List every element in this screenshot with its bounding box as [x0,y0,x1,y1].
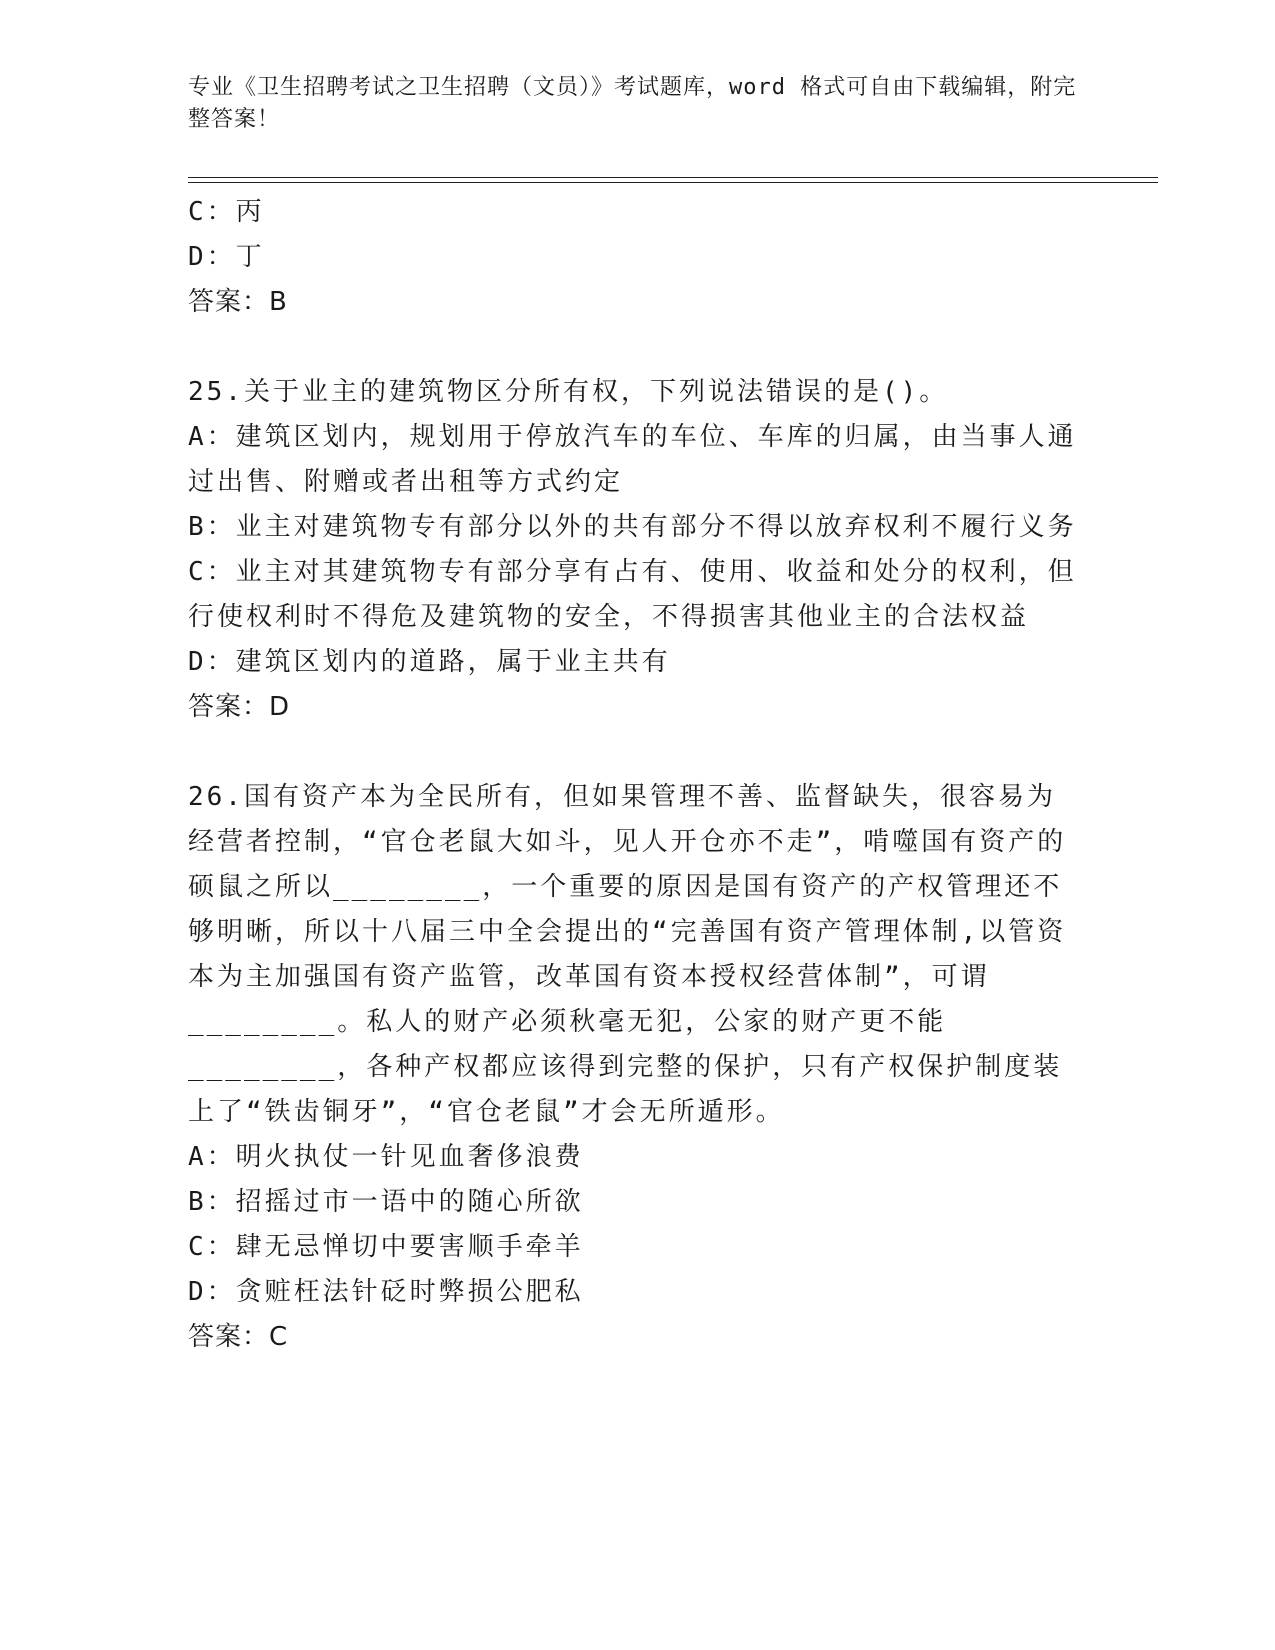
option-d: D：贪赃枉法针砭时弊损公肥私 [188,1277,584,1307]
question-26 [188,775,1078,1360]
option-a: A：建筑区划内，规划用于停放汽车的车位、车库的归属，由当事人通过出售、附赠或者出租等方式约定 [188,422,1077,497]
header-divider-top [188,177,1158,178]
spacer [188,730,1078,775]
option-c: C：肆无忌惮切中要害顺手牵羊 [188,1232,584,1262]
spacer [188,325,1078,370]
answer: 答案：C [188,1322,289,1352]
document-header: 专业《卫生招聘考试之卫生招聘（文员）》考试题库，word 格式可自由下载编辑，附完整答案！ [188,75,1077,132]
question-25 [188,370,1078,730]
option-d: D：建筑区划内的道路，属于业主共有 [188,647,671,677]
document-body [188,190,1078,1360]
option-c: C：丙 [188,197,265,227]
option-d: D：丁 [188,242,265,272]
option-b: B：招摇过市一语中的随心所欲 [188,1187,584,1217]
question-24-tail [188,190,1078,325]
option-b: B：业主对建筑物专有部分以外的共有部分不得以放弃权利不履行义务 [188,512,1077,542]
answer: 答案：D [188,692,291,722]
header-divider-bottom [188,182,1158,183]
question-stem: 26.国有资产本为全民所有，但如果管理不善、监督缺失，很容易为经营者控制，“官仓老鼠大如斗，见人开仓亦不走”，啃噬国有资产的硕鼠之所以________，一个重要的原因是国有资产的产权管理还不够明晰，所以十八届三中全会提出的“完善国有资产管理体制,以管资本为主加强国有资产监管，改革国有资本授权经营体制”，可谓________。私人的财产必须秋毫无犯，公家的财产更不能________，各种产权都应该得到完整的保护，只有产权保护制度装上了“铁齿铜牙”，“官仓老鼠”才会无所遁形。 [188,782,1067,1127]
question-stem: 25.关于业主的建筑物区分所有权，下列说法错误的是()。 [188,377,949,407]
option-c: C：业主对其建筑物专有部分享有占有、使用、收益和处分的权利，但行使权利时不得危及建筑物的安全，不得损害其他业主的合法权益 [188,557,1077,632]
option-a: A：明火执仗一针见血奢侈浪费 [188,1142,584,1172]
answer: 答案：B [188,287,288,317]
